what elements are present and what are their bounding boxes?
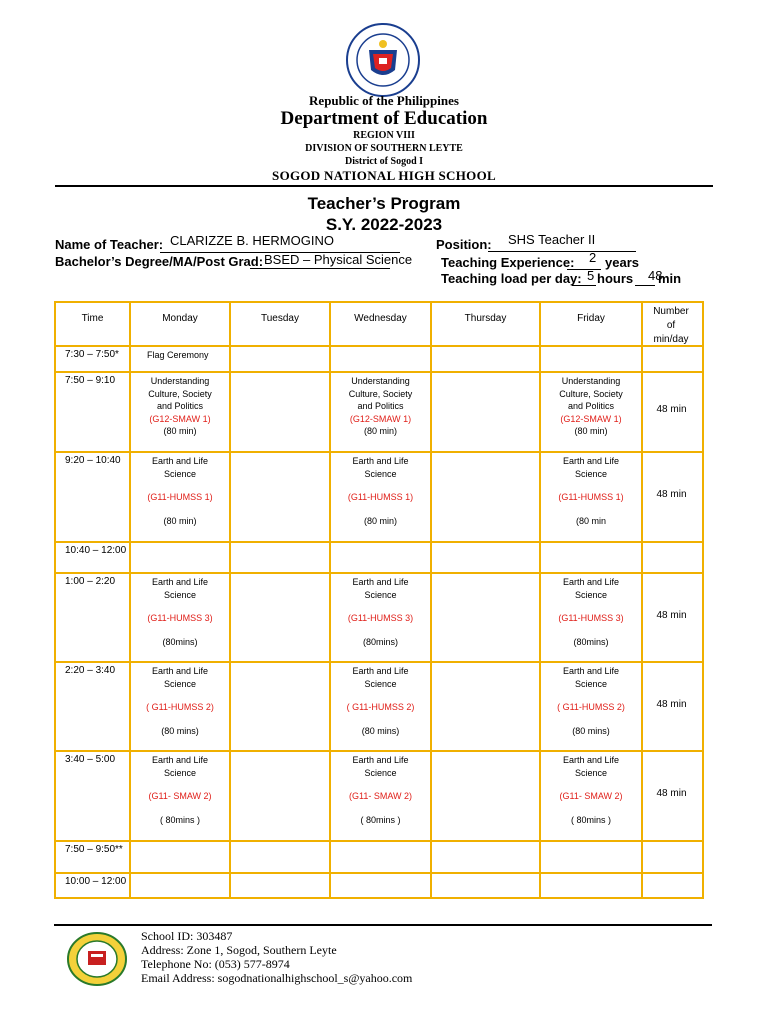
degree-value: BSED – Physical Science xyxy=(264,252,413,267)
footer-address: Address: Zone 1, Sogod, Southern Leyte xyxy=(141,943,337,957)
header-tuesday: Tuesday xyxy=(261,313,299,324)
class-cell-line: (G11- SMAW 2) xyxy=(348,791,412,801)
experience-underline xyxy=(567,268,601,270)
class-cell-wednesday xyxy=(331,576,430,648)
class-cell-line: Earth and Life xyxy=(562,755,620,765)
class-cell-wednesday xyxy=(331,375,430,438)
col-divider xyxy=(430,303,432,897)
class-cell-line: Science xyxy=(163,468,197,479)
class-cell-line: (G11-HUMSS 3) xyxy=(347,613,414,623)
class-cell-line: Earth and Life xyxy=(352,577,409,587)
time-slot: 7:50 – 9:10 xyxy=(65,375,116,386)
minutes-per-day: 48 min xyxy=(656,489,687,500)
class-cell-line: (G12-SMAW 1) xyxy=(149,413,211,424)
load-min: 48 xyxy=(648,268,663,283)
class-cell-line: (G12-SMAW 1) xyxy=(349,413,412,424)
class-cell-line: (G11-HUMSS 1) xyxy=(147,492,213,502)
row-divider xyxy=(56,872,702,874)
class-cell-line: Earth and Life xyxy=(151,755,209,765)
time-slot: 2:20 – 3:40 xyxy=(65,665,116,676)
class-cell-friday xyxy=(541,754,641,826)
class-cell-line: Science xyxy=(574,589,608,600)
division-line: DIVISION OF SOUTHERN LEYTE xyxy=(305,143,463,154)
load-label: Teaching load per day: xyxy=(441,271,582,286)
class-cell-line: (80mins) xyxy=(362,636,398,647)
row-divider xyxy=(56,541,702,543)
time-slot: 1:00 – 2:20 xyxy=(65,576,116,587)
class-cell-monday xyxy=(131,665,229,737)
class-cell-line: (80mins) xyxy=(573,636,609,647)
class-cell-line: (G11-HUMSS 3) xyxy=(558,613,624,623)
minutes-per-day: 48 min xyxy=(656,610,687,621)
header-monday: Monday xyxy=(162,313,198,324)
class-cell-line: Science xyxy=(574,678,608,689)
time-slot: 7:30 – 7:50* xyxy=(65,349,119,360)
teacher-name: CLARIZZE B. HERMOGINO xyxy=(170,233,334,248)
program-title: Teacher’s Program xyxy=(307,194,461,213)
class-cell-line: (80mins) xyxy=(162,636,198,647)
class-cell-line: Science xyxy=(364,767,397,778)
row-divider xyxy=(56,840,702,842)
class-cell-monday xyxy=(131,349,229,362)
class-cell-line: (80 min) xyxy=(163,426,197,436)
class-cell-line: (G12-SMAW 1) xyxy=(560,413,622,424)
class-cell-wednesday xyxy=(331,455,430,527)
class-cell-line: Earth and Life xyxy=(562,456,620,466)
row-divider xyxy=(56,750,702,752)
minutes-per-day: 48 min xyxy=(656,404,687,415)
class-cell-monday xyxy=(131,375,229,438)
class-cell-line: (80 min) xyxy=(363,426,397,436)
class-cell-line: (80 min) xyxy=(363,515,397,526)
district-line: District of Sogod I xyxy=(344,156,424,167)
class-cell-wednesday xyxy=(331,754,430,826)
header-divider xyxy=(55,185,713,187)
republic-line: Republic of the Philippines xyxy=(309,93,459,108)
class-cell-line: Culture, Society xyxy=(559,388,623,399)
footer-school-id: School ID: 303487 xyxy=(141,929,233,943)
load-hours: 5 xyxy=(587,268,595,283)
class-cell-line: Science xyxy=(163,767,197,778)
header-min-per-day: Number of min/day xyxy=(653,306,689,345)
header-time: Time xyxy=(81,313,104,324)
class-cell-line: (80 min xyxy=(575,515,606,526)
header-thursday: Thursday xyxy=(464,313,507,324)
class-cell-line: (80 mins) xyxy=(161,725,199,736)
row-divider xyxy=(56,451,702,453)
degree-label: Bachelor’s Degree/MA/Post Grad: xyxy=(55,254,264,269)
class-cell-line: and Politics xyxy=(567,401,615,411)
class-cell-friday xyxy=(541,375,641,438)
degree-underline xyxy=(250,267,390,269)
class-cell-friday xyxy=(541,665,641,737)
time-slot: 10:00 – 12:00 xyxy=(65,876,127,887)
class-cell-line: and Politics xyxy=(156,401,204,411)
class-cell-line: Science xyxy=(574,468,608,479)
position-label: Position: xyxy=(436,237,492,252)
class-cell-friday xyxy=(541,576,641,648)
class-cell-line: (80 min) xyxy=(163,515,197,526)
class-cell-line: ( G11-HUMSS 2) xyxy=(346,702,415,712)
class-cell-line: Science xyxy=(364,589,397,600)
class-cell-line: Earth and Life xyxy=(562,666,620,676)
time-slot: 9:20 – 10:40 xyxy=(65,455,121,466)
load-min-unit: min xyxy=(658,271,682,286)
row-divider xyxy=(56,371,702,373)
class-cell-line: and Politics xyxy=(357,401,404,411)
class-cell-monday xyxy=(131,754,229,826)
class-cell-line: ( 80mins ) xyxy=(159,814,200,825)
class-cell-line: Understanding xyxy=(561,376,621,386)
minutes-per-day: 48 min xyxy=(656,699,687,710)
class-cell-line: (80 mins) xyxy=(572,725,610,736)
class-cell-friday xyxy=(541,455,641,527)
class-cell-line: Science xyxy=(163,589,197,600)
class-cell-line: Understanding xyxy=(351,376,410,386)
load-hours-unit: hours xyxy=(597,271,634,286)
load-min-underline xyxy=(635,284,655,286)
class-cell-line: Science xyxy=(364,678,397,689)
class-cell-line: Earth and Life xyxy=(151,666,209,676)
class-cell-line: (G11-HUMSS 1) xyxy=(558,492,624,502)
department-name: Department of Education xyxy=(280,108,488,129)
school-seal-logo xyxy=(66,931,128,987)
class-cell-monday xyxy=(131,455,229,527)
class-cell-line: Earth and Life xyxy=(352,456,409,466)
footer-telephone: Telephone No: (053) 577-8974 xyxy=(141,957,290,971)
class-cell-line: ( 80mins ) xyxy=(570,814,611,825)
class-cell-line: (80 min) xyxy=(574,426,608,436)
footer-divider xyxy=(54,924,712,926)
col-divider xyxy=(641,303,643,897)
time-slot: 3:40 – 5:00 xyxy=(65,754,116,765)
class-cell-line: Culture, Society xyxy=(348,388,413,399)
school-name: SOGOD NATIONAL HIGH SCHOOL xyxy=(272,168,496,183)
class-cell-line: Culture, Society xyxy=(148,388,212,399)
class-cell-line: Science xyxy=(163,678,197,689)
class-cell-line: (G11- SMAW 2) xyxy=(148,791,212,801)
school-year: S.Y. 2022-2023 xyxy=(325,215,443,234)
row-divider xyxy=(56,572,702,574)
class-cell-line: Earth and Life xyxy=(562,577,620,587)
class-cell-line: Science xyxy=(574,767,608,778)
position-underline xyxy=(488,250,636,252)
class-cell-line: ( G11-HUMSS 2) xyxy=(146,702,214,712)
class-cell-line: Earth and Life xyxy=(352,666,409,676)
class-cell-wednesday xyxy=(331,665,430,737)
time-slot: 7:50 – 9:50** xyxy=(65,844,123,855)
class-cell-line: Science xyxy=(364,468,397,479)
class-cell-line: ( 80mins ) xyxy=(360,814,401,825)
class-cell-line: Understanding xyxy=(150,376,210,386)
position-value: SHS Teacher II xyxy=(508,232,596,247)
experience-label: Teaching Experience: xyxy=(441,255,575,270)
col-divider xyxy=(229,303,231,897)
class-cell-monday xyxy=(131,576,229,648)
row-divider xyxy=(56,345,702,347)
footer-email: Email Address: sogodnationalhighschool_s@yahoo.com xyxy=(141,971,413,985)
class-cell-line: (G11-HUMSS 1) xyxy=(347,492,414,502)
class-cell-line: (G11-HUMSS 3) xyxy=(147,613,213,623)
experience-unit: years xyxy=(605,255,639,270)
load-hours-underline xyxy=(572,284,596,286)
class-cell-line: Flag Ceremony xyxy=(147,350,209,360)
minutes-per-day: 48 min xyxy=(656,788,687,799)
class-cell-line: Earth and Life xyxy=(352,755,409,765)
region-line: REGION VIII xyxy=(353,130,415,141)
class-cell-line: (G11- SMAW 2) xyxy=(559,791,623,801)
experience-value: 2 xyxy=(589,250,597,265)
deped-seal-logo xyxy=(345,22,421,98)
header-wednesday: Wednesday xyxy=(354,313,407,324)
class-cell-line: ( G11-HUMSS 2) xyxy=(557,702,625,712)
time-slot: 10:40 – 12:00 xyxy=(65,545,127,556)
row-divider xyxy=(56,661,702,663)
header-friday: Friday xyxy=(577,313,605,324)
class-cell-line: Earth and Life xyxy=(151,577,209,587)
class-cell-line: (80 mins) xyxy=(361,725,400,736)
schedule-table xyxy=(54,301,704,899)
class-cell-line: Earth and Life xyxy=(151,456,209,466)
name-label: Name of Teacher: xyxy=(55,237,164,252)
